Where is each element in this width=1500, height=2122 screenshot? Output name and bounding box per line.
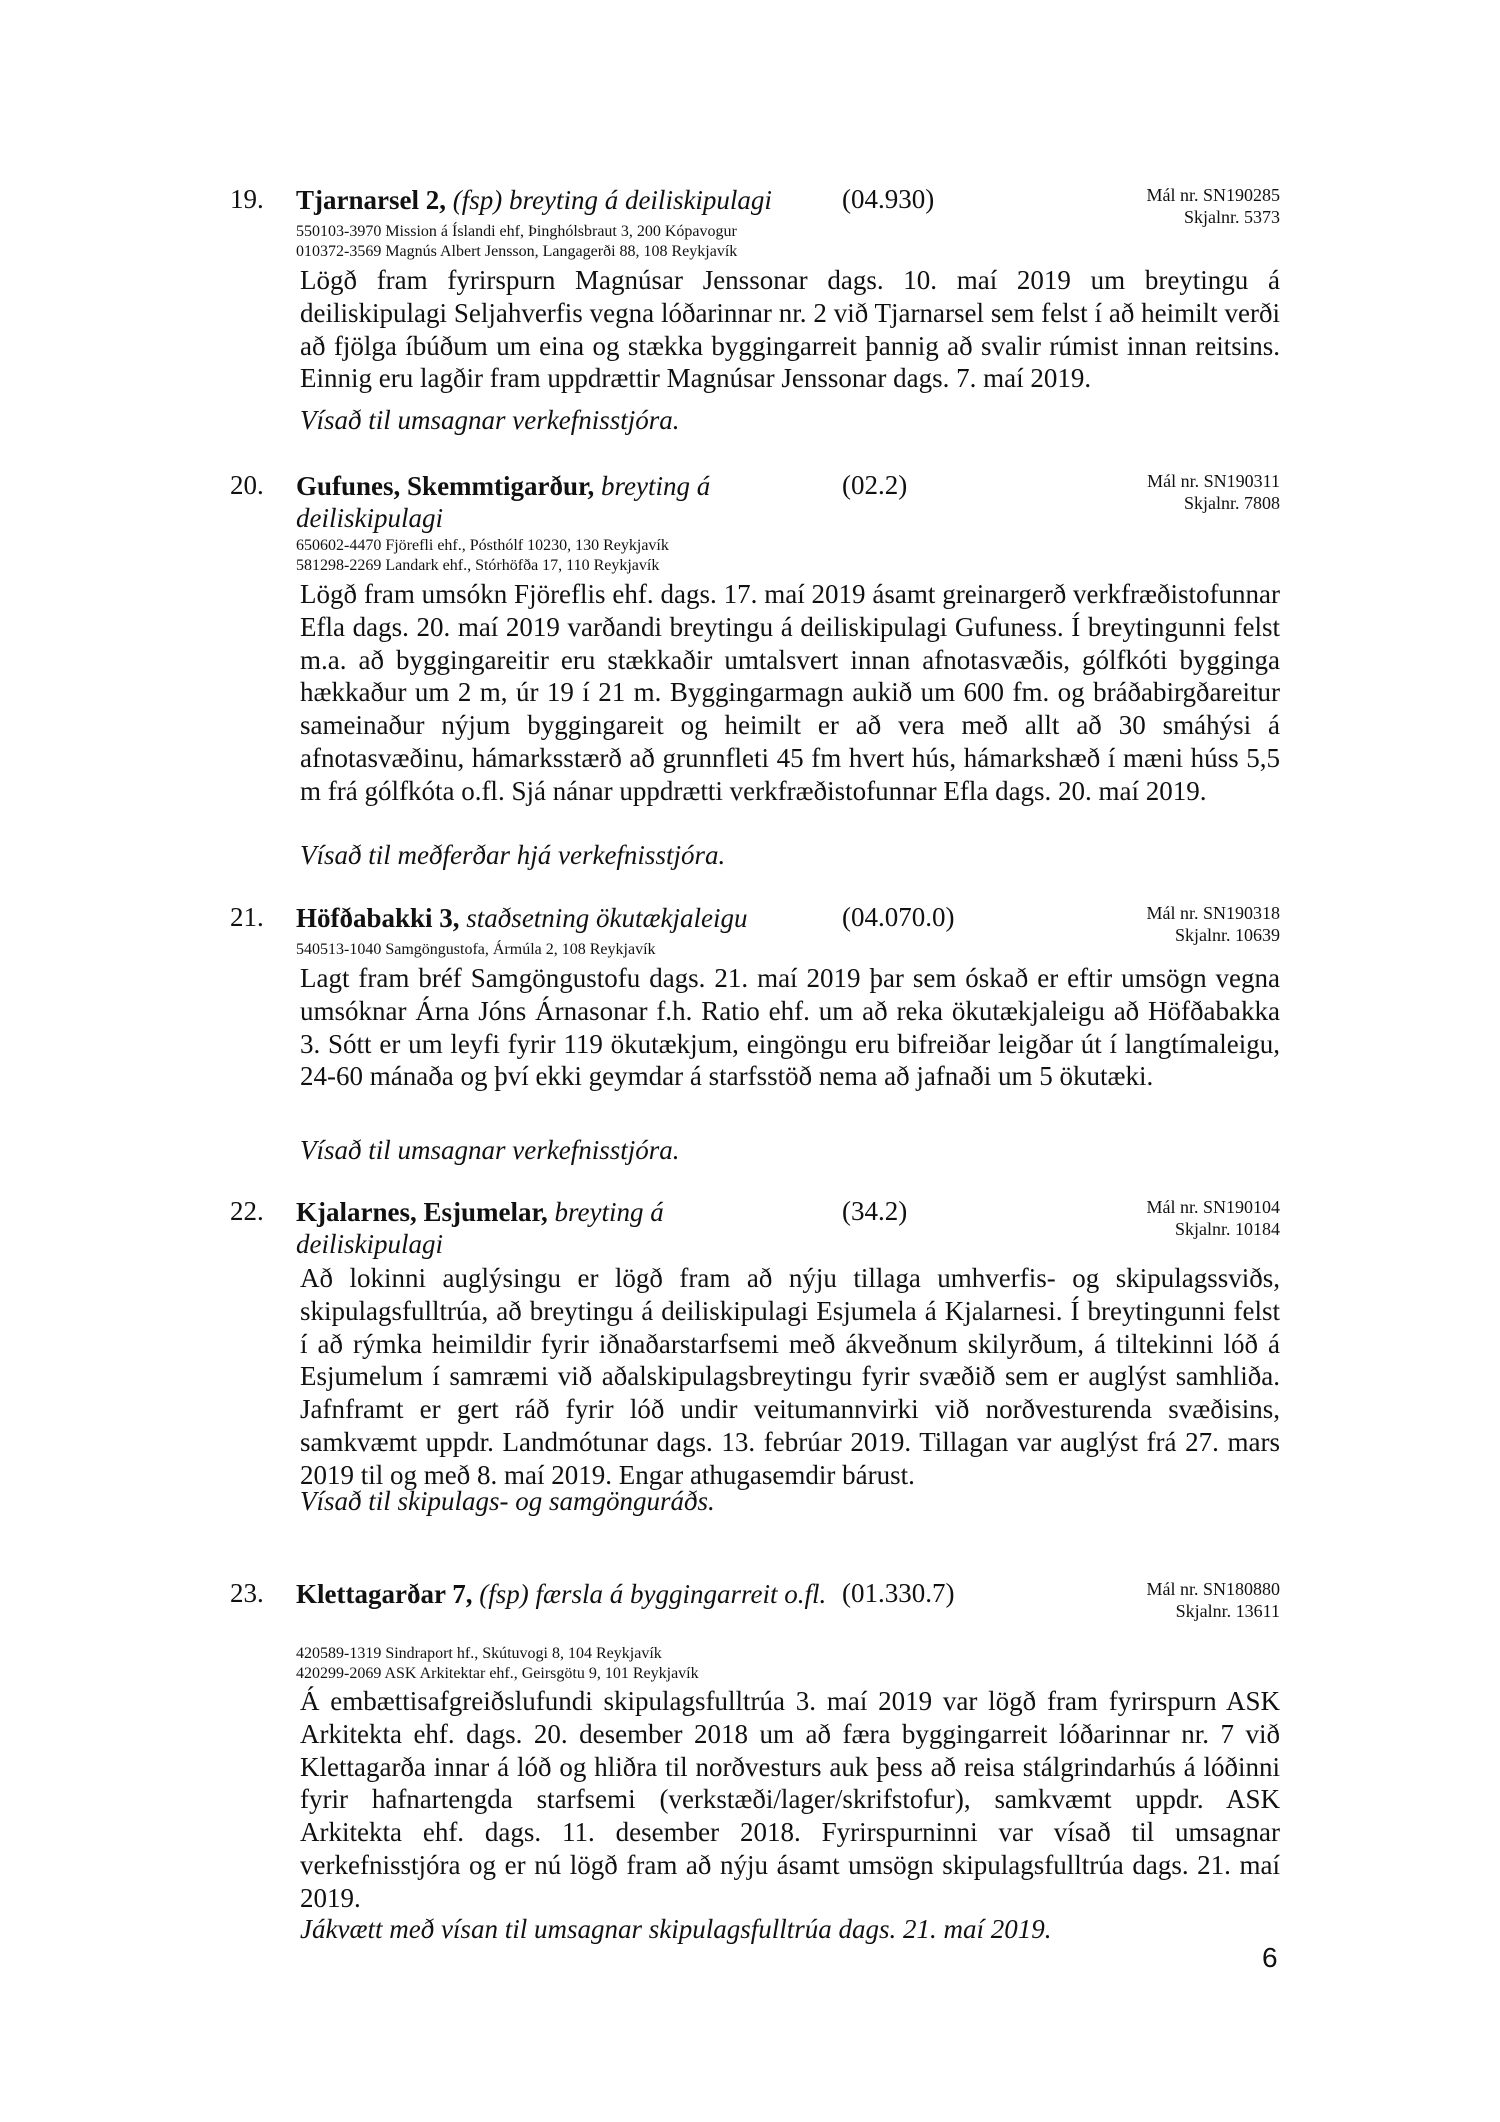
document-number: Skjalnr. 7808 [1183, 493, 1280, 513]
item-title: Gufunes, Skemmtigarður, [296, 471, 595, 501]
item-description [300, 578, 1280, 808]
item-heading [296, 1196, 766, 1260]
parties-list [296, 536, 669, 576]
item-code: (04.930) [842, 184, 935, 214]
item-code: (04.070.0) [842, 902, 955, 932]
document-number: Skjalnr. 5373 [1183, 207, 1280, 227]
case-reference [1146, 1578, 1280, 1622]
item-subtitle: breyting á deiliskipulagi [296, 1197, 664, 1259]
case-number: Mál nr. SN180880 [1146, 1579, 1280, 1599]
item-number: 21. [230, 902, 264, 932]
case-reference [1146, 1196, 1280, 1240]
case-reference [1147, 470, 1280, 514]
case-reference [1146, 902, 1280, 946]
item-resolution: Vísað til umsagnar verkefnisstjóra. [300, 405, 680, 435]
item-number: 19. [230, 184, 264, 214]
item-description [300, 1685, 1280, 1915]
case-number: Mál nr. SN190311 [1147, 471, 1280, 491]
item-heading [296, 470, 766, 534]
item-resolution: Jákvætt með vísan til umsagnar skipulagsfulltrúa dags. 21. maí 2019. [300, 1914, 1052, 1944]
party-line: 420299-2069 ASK Arkitektar ehf., Geirsgötu 9, 101 Reykjavík [296, 1665, 699, 1682]
item-title: Kjalarnes, Esjumelar, [296, 1197, 548, 1227]
description-text: Á embættisafgreiðslufundi skipulagsfulltrúa 3. maí 2019 var lögð fram fyrirspurn ASK Arkitekta ehf. dags. 20. desember 2018 um að færa byggingarreit lóðarinnar nr. 7 við Klettagarða innar á lóð og hliðra til norðvesturs auk þess að reisa stálgrindarhús á lóðinni fyrir hafnartengda starfsemi (verkstæði/lager/skrifstofur), samkvæmt uppdr. ASK Arkitekta ehf. dags. 11. desember 2018. Fyrirspurninni var vísað til umsagnar verkefnisstjóra og er nú lögð fram að nýju ásamt umsögn skipulagsfulltrúa dags. 21. maí 2019. [300, 1686, 1280, 1913]
item-description [300, 1262, 1280, 1492]
item-number: 22. [230, 1196, 264, 1226]
description-text: Að lokinni auglýsingu er lögð fram að nýju tillaga umhverfis- og skipulagssviðs, skipulagsfulltrúa, að breytingu á deiliskipulagi Esjumela á Kjalarnesi. Í breytingunni felst í að rýmka heimildir fyrir iðnaðarstarfsemi með ákveðnum skilyrðum, á tiltekinni lóð á Esjumelum í samræmi við aðalskipulagsbreytingu fyrir svæðið sem er auglýst samhliða. Jafnframt er gert ráð fyrir lóð undir veitumannvirki við norðvesturenda svæðisins, samkvæmt uppdr. Landmótunar dags. 13. febrúar 2019. Tillagan var auglýst frá 27. mars 2019 til og með 8. maí 2019. Engar athugasemdir bárust. [300, 1263, 1280, 1490]
party-line: 650602-4470 Fjörefli ehf., Pósthólf 10230, 130 Reykjavík [296, 537, 669, 554]
item-title: Tjarnarsel 2, [296, 185, 446, 215]
parties-list [296, 1644, 699, 1684]
item-number: 23. [230, 1578, 264, 1608]
document-number: Skjalnr. 13611 [1175, 1601, 1280, 1621]
description-text: Lögð fram umsókn Fjöreflis ehf. dags. 17. maí 2019 ásamt greinargerð verkfræðistofunnar Efla dags. 20. maí 2019 varðandi breytingu á deiliskipulagi Gufuness. Í breytingunni felst m.a. að byggingareitir eru stækkaðir umtalsvert innan afnotasvæðis, gólfkóti bygginga hækkaður um 2 m, úr 19 í 21 m. Byggingarmagn aukið um 600 fm. og bráðabirgðareitur sameinaður nýjum byggingareit og heimilt er að vera með allt að 30 smáhýsi á afnotasvæðinu, hámarksstærð að grunnfleti 45 fm hvert hús, hámarkshæð í mæni húss 5,5 m frá gólfkóta o.fl. Sjá nánar uppdrætti verkfræðistofunnar Efla dags. 20. maí 2019. [300, 579, 1280, 806]
item-subtitle: breyting á deiliskipulagi [296, 471, 711, 533]
item-description [300, 962, 1280, 1093]
party-line: 550103-3970 Mission á Íslandi ehf, Þinghólsbraut 3, 200 Kópavogur [296, 223, 737, 240]
item-subtitle: (fsp) færsla á byggingarreit o.fl. [479, 1579, 827, 1609]
party-line: 420589-1319 Sindraport hf., Skútuvogi 8, 104 Reykjavík [296, 1645, 662, 1662]
parties-list [296, 222, 737, 262]
case-number: Mál nr. SN190318 [1146, 903, 1280, 923]
party-line: 010372-3569 Magnús Albert Jensson, Langagerði 88, 108 Reykjavík [296, 243, 738, 260]
case-number: Mál nr. SN190104 [1146, 1197, 1280, 1217]
party-line: 581298-2269 Landark ehf., Stórhöfða 17, 110 Reykjavík [296, 557, 660, 574]
description-text: Lagt fram bréf Samgöngustofu dags. 21. maí 2019 þar sem óskað er eftir umsögn vegna umsóknar Árna Jóns Árnasonar f.h. Ratio ehf. um að reka ökutækjaleigu að Höfðabakka 3. Sótt er um leyfi fyrir 119 ökutækjum, eingöngu eru bifreiðar leigðar út í langtímaleigu, 24-60 mánaða og því ekki geymdar á starfsstöð nema að jafnaði um 5 ökutæki. [300, 963, 1280, 1092]
item-title: Höfðabakki 3, [296, 903, 460, 933]
page-number: 6 [1262, 1942, 1278, 1973]
case-number: Mál nr. SN190285 [1146, 185, 1280, 205]
case-reference [1146, 184, 1280, 228]
item-resolution: Vísað til skipulags- og samgönguráðs. [300, 1486, 715, 1516]
item-code: (34.2) [842, 1196, 908, 1226]
item-number: 20. [230, 470, 264, 500]
parties-list [296, 940, 656, 960]
item-code: (01.330.7) [842, 1578, 955, 1608]
item-description [300, 264, 1280, 395]
item-title: Klettagarðar 7, [296, 1579, 473, 1609]
item-subtitle: (fsp) breyting á deiliskipulagi [452, 185, 772, 215]
item-heading [296, 902, 806, 934]
item-subtitle: staðsetning ökutækjaleigu [466, 903, 748, 933]
item-resolution: Vísað til umsagnar verkefnisstjóra. [300, 1135, 680, 1165]
party-line: 540513-1040 Samgöngustofa, Ármúla 2, 108 Reykjavík [296, 941, 656, 958]
item-code: (02.2) [842, 470, 908, 500]
description-text: Lögð fram fyrirspurn Magnúsar Jenssonar dags. 10. maí 2019 um breytingu á deiliskipulagi Seljahverfis vegna lóðarinnar nr. 2 við Tjarnarsel sem felst í að heimilt verði að fjölga íbúðum um eina og stækka byggingarreit þannig að svalir rúmist innan reitsins. Einnig eru lagðir fram uppdrættir Magnúsar Jenssonar dags. 7. maí 2019. [300, 265, 1280, 394]
document-number: Skjalnr. 10639 [1174, 925, 1280, 945]
item-heading [296, 184, 806, 216]
item-resolution: Vísað til meðferðar hjá verkefnisstjóra. [300, 840, 726, 870]
document-number: Skjalnr. 10184 [1174, 1219, 1280, 1239]
item-heading [296, 1578, 836, 1610]
